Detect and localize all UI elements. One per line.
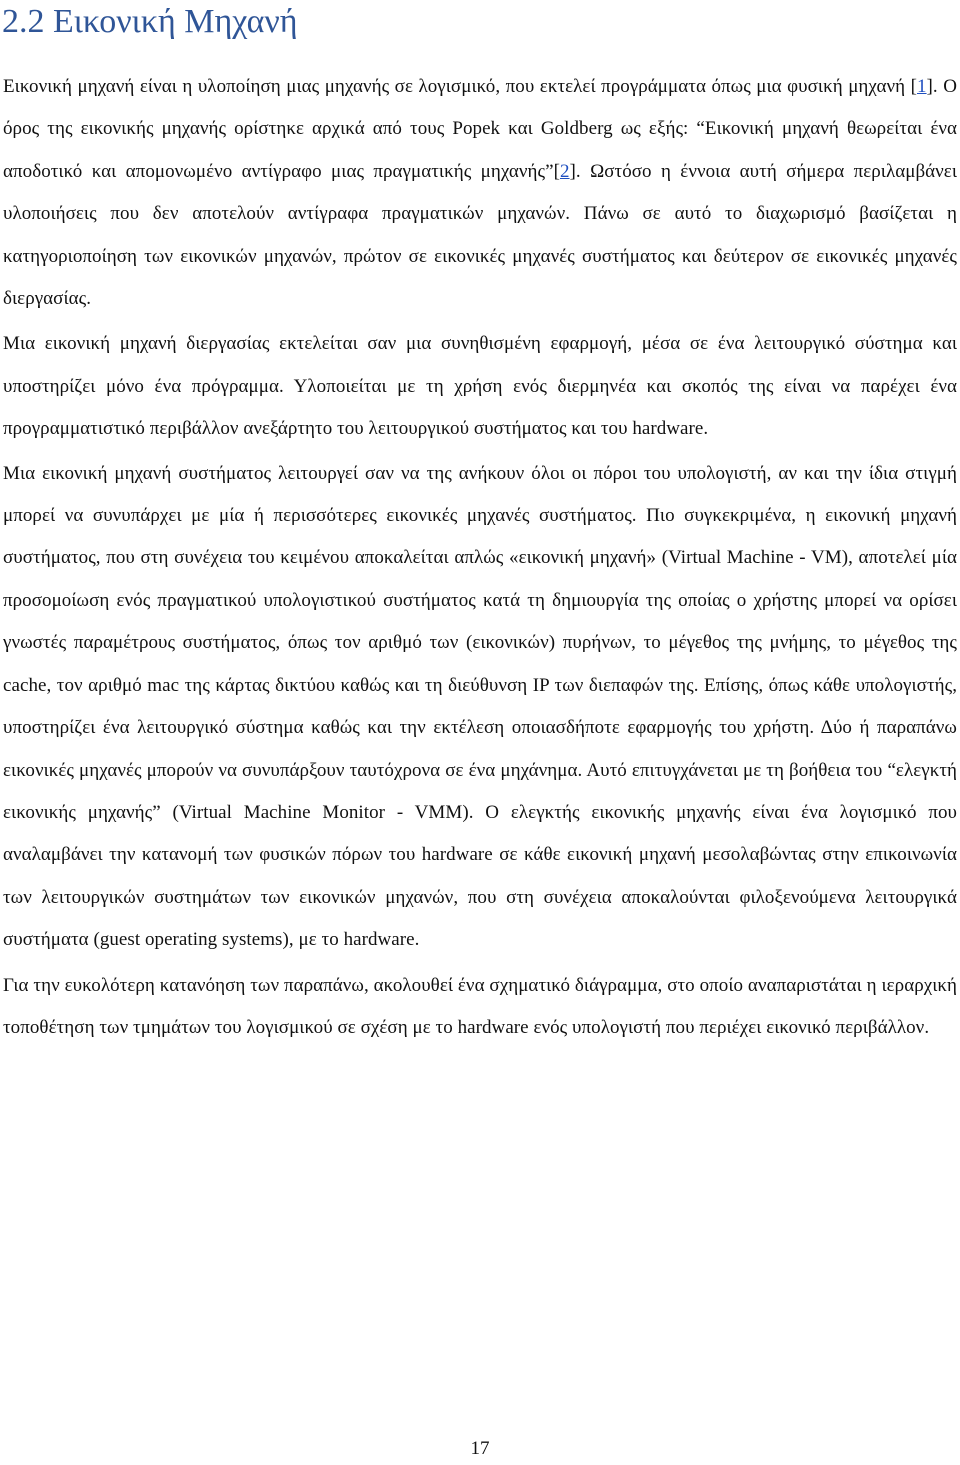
paragraph-intro-part-3: ]. Ωστόσο η έννοια αυτή σήμερα περιλαμβάνει υλοποιήσεις που δεν αποτελούν αντίγραφα πραγματικών μηχανών. Πάνω σε αυτό το διαχωρισμό βασίζεται η κατηγοριοποίηση των εικονικών μηχανών, πρώτον σε εικονικές μηχανές συστήματος και δεύτερον σε εικονικές μηχανές διεργασίας. <box>3 160 957 310</box>
body-text <box>3 66 957 1049</box>
page-number: 17 <box>470 1438 490 1459</box>
paragraph-system-vm: Μια εικονική μηχανή συστήματος λειτουργεί σαν να της ανήκουν όλοι οι πόροι του υπολογιστή, αν και την ίδια στιγμή μπορεί να συνυπάρχει με μία ή περισσότερες εικονικές μηχανές συστήματος. Πιο συγκεκριμένα, η εικονική μηχανή συστήματος, που στη συνέχεια του κειμένου αποκαλείται απλώς «εικονική μηχανή» (Virtual Machine - VM), αποτελεί μία προσομοίωση ενός πραγματικού υπολογιστικού συστήματος κατά τη δημιουργία της οποίας ο χρήστης μπορεί να ορίσει γνωστές παραμέτρους συστήματος, όπως τον αριθμό των (εικονικών) πυρήνων, το μέγεθος της μνήμης, το μέγεθος της cache, τον αριθμό mac της κάρτας δικτύου καθώς και τη διεύθυνση IP των διεπαφών της. Επίσης, όπως κάθε υπολογιστής, υποστηρίζει ένα λειτουργικό σύστημα καθώς και την εκτέλεση οποιασδήποτε εφαρμογής του χρήστη. Δύο ή παραπάνω εικονικές μηχανές μπορούν να συνυπάρξουν ταυτόχρονα σε ένα μηχάνημα. Αυτό επιτυγχάνεται με τη βοήθεια του “ελεγκτή εικονικής μηχανής” (Virtual Machine Monitor - VMM). Ο ελεγκτής εικονικής μηχανής είναι ένα λογισμικό που αναλαμβάνει την κατανομή των φυσικών πόρων του hardware σε κάθε εικονική μηχανή μεσολαβώντας στην επικοινωνία των λειτουργικών συστημάτων των εικονικών μηχανών, που στη συνέχεια αποκαλούνται φιλοξενούμενα λειτουργικά συστήματα (guest operating systems), με το hardware. <box>3 462 957 951</box>
paragraph-process-vm: Μια εικονική μηχανή διεργασίας εκτελείται σαν μια συνηθισμένη εφαρμογή, μέσα σε ένα λειτουργικό σύστημα και υποστηρίζει μόνο ένα πρόγραμμα. Υλοποιείται με τη χρήση ενός διερμηνέα και σκοπός της είναι να παρέχει ένα προγραμματιστικό περιβάλλον ανεξάρτητο του λειτουργικού συστήματος και του hardware. <box>3 333 957 440</box>
paragraph-intro-part-2: ]. Ο όρος της εικονικής μηχανής ορίστηκε αρχικά από τους Popek και Goldberg ως εξής: “Εικονική μηχανή θεωρείται ένα αποδοτικό και απομονωμένο αντίγραφο μιας πραγματικής μηχανής”[ <box>3 76 957 182</box>
reference-link-1[interactable]: 1 <box>916 76 927 97</box>
reference-link-2[interactable]: 2 <box>559 160 570 182</box>
section-heading: 2.2 Εικονική Μηχανή <box>2 3 298 40</box>
paragraph-intro <box>3 66 957 320</box>
paragraph-diagram-intro: Για την ευκολότερη κατανόηση των παραπάνω, ακολουθεί ένα σχηματικό διάγραμμα, στο οποίο αναπαριστάται η ιεραρχική τοποθέτηση των τμημάτων του λογισμικού σε σχέση με το hardware ενός υπολογιστή που περιέχει εικονικό περιβάλλον. <box>3 974 957 1038</box>
paragraph-intro-part-1: Εικονική μηχανή είναι η υλοποίηση μιας μηχανής σε λογισμικό, που εκτελεί προγράμματα όπως μια φυσική μηχανή [ <box>3 76 917 97</box>
